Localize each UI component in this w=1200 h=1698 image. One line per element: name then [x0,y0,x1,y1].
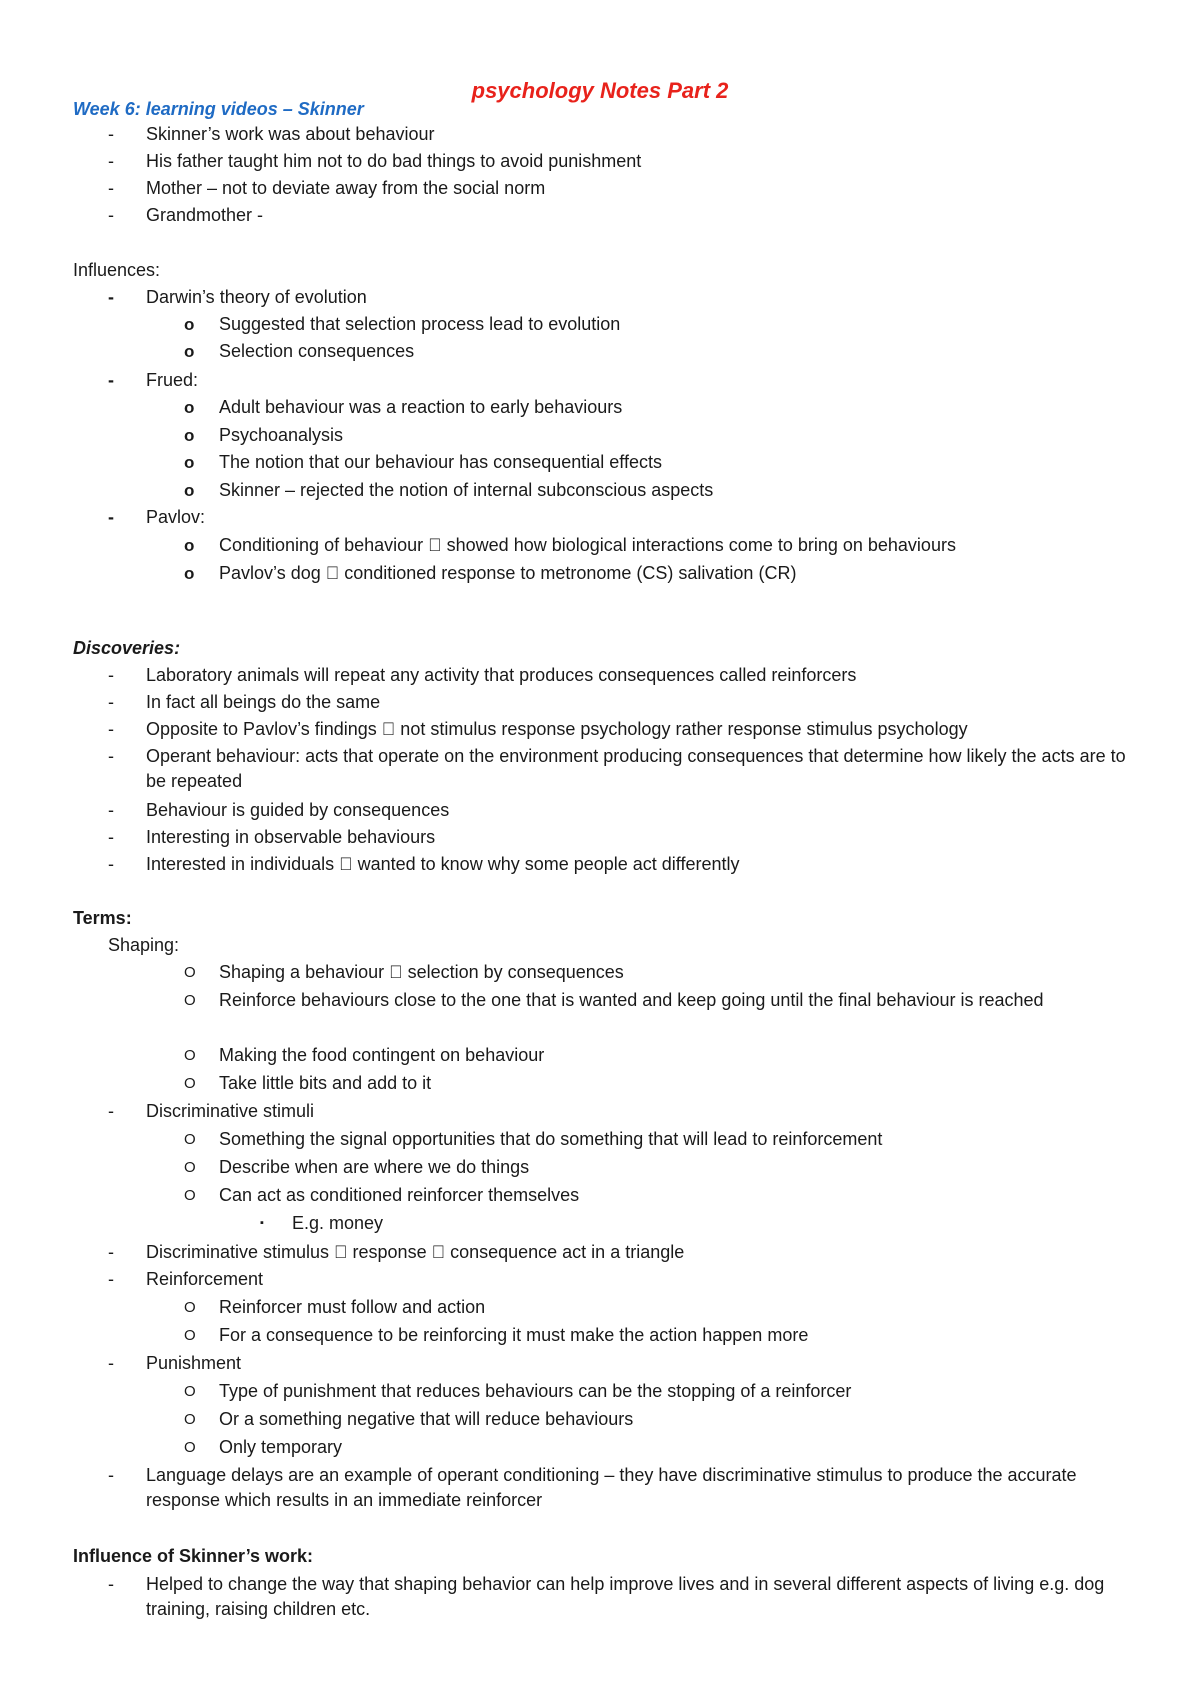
dash-bullet: - [108,370,114,390]
list-item: - Behaviour is guided by consequences [0,798,1200,823]
circle-bullet: o [184,453,195,472]
circle-bullet: O [184,1299,196,1316]
dash-bullet: - [108,1574,114,1594]
week-heading: Week 6: learning videos – Skinner [73,99,364,119]
dash-bullet: - [108,1242,114,1262]
list-item: O Or a something negative that will reduce behaviours [0,1407,1200,1432]
dash-bullet: - [108,800,114,820]
dash-bullet: - [108,1101,114,1121]
dash-bullet: - [108,827,114,847]
list-item: O Shaping a behaviour selection by consequences [0,960,1200,985]
list-item: O Can act as conditioned reinforcer themselves [0,1183,1200,1208]
list-item: O Only temporary [0,1435,1200,1460]
dash-bullet: - [108,1353,114,1373]
list-item: - Grandmother - [0,203,1200,228]
dash-bullet: - [108,665,114,685]
dash-bullet: - [108,746,114,766]
circle-bullet: o [184,398,195,417]
list-item: - His father taught him not to do bad things to avoid punishment [0,149,1200,174]
section-heading-week [0,97,1200,122]
circle-bullet: O [184,1327,196,1344]
list-item: O Reinforcer must follow and action [0,1295,1200,1320]
list-item: o Suggested that selection process lead to evolution [0,312,1200,337]
section-heading-influences: Influences: [73,260,161,280]
circle-bullet: O [184,1047,196,1064]
circle-bullet: O [184,992,196,1009]
sub-heading-shaping: Shaping: [108,935,180,955]
list-item: - Helped to change the way that shaping behavior can help improve lives and in several different aspects of living e.g. dog training, raising children etc. [108,1574,1105,1619]
circle-bullet: o [184,564,195,583]
list-item: - Mother – not to deviate away from the social norm [0,176,1200,201]
list-item: - Reinforcement [0,1267,1200,1292]
list-item: O Reinforce behaviours close to the one that is wanted and keep going until the final behaviour is reached [0,988,1200,1038]
list-item: - Language delays are an example of operant conditioning – they have discriminative stimulus to produce the accurate response which results in an immediate reinforcer [108,1465,1077,1510]
circle-bullet: O [184,1411,196,1428]
circle-bullet: O [184,964,196,981]
list-item: - Discriminative stimuli [0,1099,1200,1124]
dash-bullet: - [108,124,114,144]
list-item: - Darwin’s theory of evolution [0,285,1200,310]
list-item: ▪ E.g. money [0,1211,1200,1236]
section-heading-terms: Terms: [73,908,132,928]
dash-bullet: - [108,178,114,198]
dash-bullet: - [108,287,114,307]
list-item: - Interesting in observable behaviours [0,825,1200,850]
list-item: - Operant behaviour: acts that operate on the environment producing consequences that determine how likely the acts are to be repeated [108,746,1126,791]
list-item: - Pavlov: [0,505,1200,530]
list-item: O Type of punishment that reduces behaviours can be the stopping of a reinforcer [0,1379,1200,1404]
dash-bullet: - [108,1465,114,1485]
page-title: psychology Notes Part 2 [471,78,729,103]
square-bullet: ▪ [260,1217,264,1229]
list-item: O Describe when are where we do things [0,1155,1200,1180]
dash-bullet: - [108,719,114,739]
dash-bullet: - [108,692,114,712]
circle-bullet: O [184,1439,196,1456]
list-item: - Frued: [0,368,1200,393]
circle-bullet: o [184,315,195,334]
list-item: - Discriminative stimulus response consequence act in a triangle [0,1240,1200,1265]
section-heading-discoveries: Discoveries: [73,638,181,658]
dash-bullet: - [108,854,114,874]
list-item: O Something the signal opportunities that do something that will lead to reinforcement [0,1127,1200,1152]
circle-bullet: O [184,1159,196,1176]
list-item: o Skinner – rejected the notion of internal subconscious aspects [0,478,1200,503]
list-item: O Take little bits and add to it [0,1071,1200,1096]
list-item: o Psychoanalysis [0,423,1200,448]
list-item: - In fact all beings do the same [0,690,1200,715]
list-item: o The notion that our behaviour has consequential effects [0,450,1200,475]
circle-bullet: O [184,1383,196,1400]
list-item: o Conditioning of behaviour showed how biological interactions come to bring on behaviours [0,533,1200,558]
dash-bullet: - [108,151,114,171]
circle-bullet: O [184,1187,196,1204]
list-item: - Punishment [0,1351,1200,1376]
list-item: - Opposite to Pavlov’s findings not stimulus response psychology rather response stimulus psychology [0,717,1200,742]
circle-bullet: O [184,1075,196,1092]
dash-bullet: - [108,205,114,225]
list-item: o Selection consequences [0,339,1200,364]
list-item: O For a consequence to be reinforcing it must make the action happen more [0,1323,1200,1348]
list-item: - Interested in individuals wanted to know why some people act differently [0,852,1200,877]
list-item: - Laboratory animals will repeat any activity that produces consequences called reinforcers [0,663,1200,688]
circle-bullet: o [184,426,195,445]
dash-bullet: - [108,507,114,527]
list-item: - Skinner’s work was about behaviour [0,122,1200,147]
list-item: o Pavlov’s dog conditioned response to metronome (CS) salivation (CR) [0,561,1200,586]
circle-bullet: O [184,1131,196,1148]
circle-bullet: o [184,536,195,555]
circle-bullet: o [184,481,195,500]
list-item: o Adult behaviour was a reaction to early behaviours [0,395,1200,420]
dash-bullet: - [108,1269,114,1289]
list-item: O Making the food contingent on behaviour [0,1043,1200,1068]
section-heading-influence-work: Influence of Skinner’s work: [73,1546,314,1566]
circle-bullet: o [184,342,195,361]
